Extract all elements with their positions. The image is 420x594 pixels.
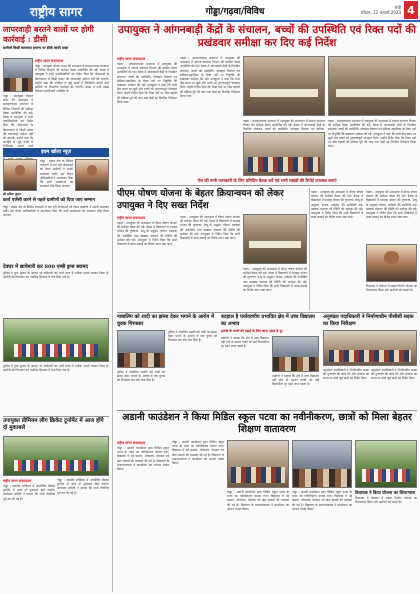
lead-text-3: गढ़वा : समाहरणालय सभागार में उपायुक्त की अध्यक्षता में समाज कल्याण विभाग की समीक्षा बैठक आयोजित की गई। बैठक में आंगनबाड़ी केंद्रों के नियमित संचालन, बच्चों की उपस्थिति, पोषाहार वितरण एवं सेविका- — [243, 119, 325, 132]
lead-pull-quote: पेज की सभी जानकारी के लिए प्रतिदिन बैठक करें एवं सभी प्रखंडों की रिपोर्ट उपलब्ध कराएं — [197, 178, 337, 183]
lead-story-headline-block — [117, 24, 417, 50]
left-bottom-byline: राष्ट्रीय सागर संवाददाता — [3, 479, 32, 483]
side-small-story — [355, 490, 417, 584]
masthead-date — [361, 5, 401, 15]
left-mid-photo — [3, 318, 109, 362]
divider-1 — [117, 185, 417, 186]
second-photo — [243, 214, 307, 264]
masthead-city: रांची — [394, 5, 401, 10]
left-box-photo-name: श्री सविता कुमार — [3, 192, 22, 196]
section-title: गोड्डा/गढ़वा/विविध — [120, 0, 350, 22]
left-box-label: इवम खोला न्यूज़ — [3, 148, 109, 157]
left-mid-story — [3, 264, 109, 311]
left-mid-text: पुलिस ने गुप्त सूचना के आधार पर छापेमारी कर भारी मात्रा में नशीला पदार्थ बरामद किया है। आरोपी को गिरफ्तार कर न्यायिक हिरासत में भेज दिया गया है। — [3, 271, 109, 280]
left-bottom-photo — [3, 436, 109, 476]
left-mid-text-continued: पुलिस ने गुप्त सूचना के आधार पर छापेमारी कर भारी मात्रा में नशीला पदार्थ बरामद किया है। आरोपी को गिरफ्तार कर न्यायिक हिरासत में भेज दिया गया है। — [3, 364, 109, 373]
left-box-photo — [3, 159, 37, 191]
page-number: 4 — [404, 1, 418, 19]
bottom-photo-1 — [227, 440, 289, 488]
left-top-story — [3, 25, 109, 50]
bottom-story-headline-block — [117, 412, 417, 436]
second-headline: पीएम पोषण योजना के बेहतर क्रियान्वयन को लेकर उपायुक्त ने दिए सख्त निर्देश — [117, 189, 284, 211]
second-byline: राष्ट्रीय सागर संवाददाता — [117, 216, 146, 220]
side-small-headline: विधायक ने किया योजना का शिलान्यास — [355, 490, 415, 495]
divider-4 — [117, 410, 417, 411]
left-top-body — [35, 58, 109, 136]
left-bottom-text-2: गोड्डा : स्थानीय स्टेडियम में आयोजित क्रिकेट टूर्नामेंट में आज दो मुकाबले खेले जाएंगे। आयोजन समिति ने बताया कि सभी तैयारियां पूरी कर ली गई हैं। — [57, 478, 109, 495]
bottom-byline: राष्ट्रीय सागर संवाददाता — [117, 441, 146, 445]
second-text-2: गढ़वा : उपायुक्त की अध्यक्षता में पीएम पोषण योजना की समीक्षा बैठक की गई। बैठक में विद्यालयों में मध्याह्न भोजन की गुणवत्ता, मेन्यू के अनुसार भोजन, रसोइया की उपस्थिति तथा खाद्यान्न भंडारण की स्थिति की समीक्षा की गई। उपायुक्त ने निर्देश दिया कि सभी विद्यालयों में साफ-सफाई का विशेष ध्यान रखा जाए। — [180, 215, 240, 241]
bottom-text-2: गोड्डा : अडानी फाउंडेशन द्वारा मिडिल स्कूल पटवा के भवन का नवीनीकरण कराया गया। विद्यालय में नई कक्षाएं, शौचालय, पेयजल एवं खेल सामग्री की व्यवस्था की गई है। विद्यालय के प्रधानाध्यापक ने फाउंडेशन का आभार व्यक्त किया। — [172, 440, 224, 466]
lead-photo-1 — [243, 56, 325, 116]
side-small-text: विधायक ने पंचायत में सड़क निर्माण योजना का शिलान्यास किया और ग्रामीणों को बधाई दी। — [355, 496, 417, 505]
column-rule-right — [309, 188, 310, 310]
mid-center-story — [221, 314, 319, 333]
mid-right-story — [323, 314, 417, 327]
bottom-text-4: गोड्डा : अडानी फाउंडेशन द्वारा मिडिल स्कूल पटवा के भवन का नवीनीकरण कराया गया। विद्यालय में नई कक्षाएं, शौचालय, पेयजल एवं खेल सामग्री की व्यवस्था की गई है। विद्यालय के प्रधानाध्यापक ने फाउंडेशन का आभार व्यक्त किया। — [292, 490, 352, 511]
mid-left-text: पुलिस ने नाबालिग लड़की को शादी का झांसा देकर भगाने के आरोप में एक युवक को गिरफ्तार कर जेल भेज दिया है। — [168, 330, 217, 343]
left-top-photo — [3, 58, 33, 92]
second-col-1 — [117, 215, 177, 310]
masthead-date-block — [350, 0, 420, 22]
mid-center-headline: बदहाल है पर्यावरणीय प्रभावित क्षेत्र में उच्च विद्यालय का अभाव — [221, 314, 315, 327]
mid-left-story — [117, 314, 217, 327]
column-rule-left — [112, 24, 113, 592]
right-col-text-1: गढ़वा : उपायुक्त की अध्यक्षता में पीएम पोषण योजना की समीक्षा बैठक की गई। बैठक में विद्यालयों में मध्याह्न भोजन की गुणवत्ता, मेन्यू के अनुसार भोजन, रसोइया की उपस्थिति तथा खाद्यान्न भंडारण की स्थिति की समीक्षा की गई। उपायुक्त ने निर्देश दिया कि सभी विद्यालयों में साफ-सफाई का विशेष ध्यान रखा जाए। — [311, 190, 363, 220]
left-bottom-story — [3, 418, 109, 432]
left-bottom-col-1 — [3, 478, 55, 590]
left-top-byline: राष्ट्रीय सागर संवाददाता — [35, 59, 64, 63]
left-box-text: गोड्डा : प्रखंड क्षेत्र के विभिन्न पंचायतों में चल रही योजनाओं को लेकर ग्रामीणों ने अपनी समस्याएं रखीं। इस दौरान अधिकारियों ने आश्वासन दिया कि सभी समस्याओं का समाधान शीघ्र किया जाएगा। — [3, 204, 109, 217]
bottom-text-3: गोड्डा : अडानी फाउंडेशन द्वारा मिडिल स्कूल पटवा के भवन का नवीनीकरण कराया गया। विद्यालय में नई कक्षाएं, शौचालय, पेयजल एवं खेल सामग्री की व्यवस्था की गई है। विद्यालय के प्रधानाध्यापक ने फाउंडेशन का आभार व्यक्त किया। — [227, 490, 289, 511]
mid-center-text-1: ग्रामीणों ने बताया कि क्षेत्र में उच्च विद्यालय नहीं होने के कारण बच्चों को कई किलोमीटर दूर पढ़ने जाना पड़ता है। — [221, 336, 269, 349]
brand-title: राष्ट्रीय सागर — [0, 0, 120, 22]
right-col-text-2: गढ़वा : उपायुक्त की अध्यक्षता में पीएम पोषण योजना की समीक्षा बैठक की गई। बैठक में विद्यालयों में मध्याह्न भोजन की गुणवत्ता, मेन्यू के अनुसार भोजन, रसोइया की उपस्थिति तथा खाद्यान्न भंडारण की स्थिति की समीक्षा की गई। उपायुक्त ने निर्देश दिया कि सभी विद्यालयों में साफ-सफाई का विशेष ध्यान रखा जाए। — [366, 190, 417, 220]
second-text-1: गढ़वा : उपायुक्त की अध्यक्षता में पीएम पोषण योजना की समीक्षा बैठक की गई। बैठक में विद्यालयों में मध्याह्न भोजन की गुणवत्ता, मेन्यू के अनुसार भोजन, रसोइया की उपस्थिति तथा खाद्यान्न भंडारण की स्थिति की समीक्षा की गई। उपायुक्त ने निर्देश दिया कि सभी विद्यालयों में साफ-सफाई का विशेष ध्यान रखा जाए। — [117, 221, 177, 247]
lead-col-1 — [117, 56, 177, 174]
mid-right-text-2: अनुमंडल पदाधिकारी ने निर्माणाधीन सड़क की गुणवत्ता की जांच की और संवेदक को समय पर कार्य पूरा करने का निर्देश दिया। — [371, 368, 417, 381]
mid-center-photo — [272, 336, 319, 372]
masthead-date-line: रविवार, 22 जनवरी 2023 — [360, 10, 401, 15]
mid-center-subhead: इलाके के बच्चों को पढ़ाई के लिए जाना पड़ता है दूर — [221, 329, 283, 333]
left-mid-headline: देवघर में छापेमारी कर 800 एम्बी ड्रग्स बरामद — [3, 264, 89, 270]
bottom-text-1: गोड्डा : अडानी फाउंडेशन द्वारा मिडिल स्कूल पटवा के भवन का नवीनीकरण कराया गया। विद्यालय में नई कक्षाएं, शौचालय, पेयजल एवं खेल सामग्री की व्यवस्था की गई है। विद्यालय के प्रधानाध्यापक ने फाउंडेशन का आभार व्यक्त किया। — [117, 446, 169, 472]
lead-text-2: गढ़वा : समाहरणालय सभागार में उपायुक्त की अध्यक्षता में समाज कल्याण विभाग की समीक्षा बैठक आयोजित की गई। बैठक में आंगनबाड़ी केंद्रों के नियमित संचालन, बच्चों की उपस्थिति, पोषाहार वितरण एवं सेविका-सहायिका के रिक्त पदों पर नियुक्ति की प्रखंडवार समीक्षा की गई। उपायुक्त ने कहा कि सभी केंद्र समय पर खुलें और बच्चों को गुणवत्तापूर्ण पोषाहार मिले। उन्होंने निर्देश दिया कि रिक्त पदों पर शीघ्र बहाली की प्रक्रिया पूरी की जाए तथा केंद्रों का नियमित निरीक्षण किया जाए। — [180, 56, 240, 98]
bottom-photo-2 — [292, 440, 352, 488]
second-text-3: गढ़वा : उपायुक्त की अध्यक्षता में पीएम पोषण योजना की समीक्षा बैठक की गई। बैठक में विद्यालयों में मध्याह्न भोजन की गुणवत्ता, मेन्यू के अनुसार भोजन, रसोइया की उपस्थिति तथा खाद्यान्न भंडारण की स्थिति की समीक्षा की गई। उपायुक्त ने निर्देश दिया कि सभी विद्यालयों में साफ-सफाई का विशेष ध्यान रखा जाए। — [243, 267, 307, 293]
lead-headline: उपायुक्त ने आंगनबाड़ी केंद्रों के संचालन, बच्चों की उपस्थिति एवं रिक्त पदों की प्रखंडवार समीक्षा कर दिए कई निर्देश — [117, 24, 417, 49]
left-box-story — [3, 198, 109, 253]
lead-byline: राष्ट्रीय सागर संवाददाता — [117, 57, 146, 61]
left-box-side-text: गोड्डा : प्रखंड क्षेत्र के विभिन्न पंचायतों में चल रही योजनाओं को लेकर ग्रामीणों ने अपनी समस्याएं रखीं। इस दौरान अधिकारियों ने आश्वासन दिया कि सभी समस्याओं का समाधान शीघ्र किया जाएगा। — [40, 159, 73, 189]
divider-3 — [3, 416, 109, 417]
mid-center-text-2: ग्रामीणों ने बताया कि क्षेत्र में उच्च विद्यालय नहीं होने के कारण बच्चों को कई किलोमीटर दूर पढ़ने जाना पड़ता है। — [272, 374, 319, 387]
left-top-headline: लापरवाही बरतने वालों पर होगी कार्रवाई : डीसी — [3, 24, 94, 44]
divider-2 — [117, 312, 417, 313]
bottom-col-1 — [117, 440, 169, 590]
bottom-photo-3 — [355, 440, 417, 488]
left-bottom-text-1: गोड्डा : स्थानीय स्टेडियम में आयोजित क्रिकेट टूर्नामेंट में आज दो मुकाबले खेले जाएंगे। आयोजन समिति ने बताया कि सभी तैयारियां पूरी कर ली गई हैं। — [3, 484, 55, 501]
second-story-headline-block — [117, 188, 307, 212]
bottom-headline: अडानी फाउंडेशन ने किया मिडिल स्कूल पटवा का नवीनीकरण, छात्रों को मिला बेहतर शिक्षण वातावरण — [122, 412, 412, 435]
lead-text-1: गढ़वा : समाहरणालय सभागार में उपायुक्त की अध्यक्षता में समाज कल्याण विभाग की समीक्षा बैठक आयोजित की गई। बैठक में आंगनबाड़ी केंद्रों के नियमित संचालन, बच्चों की उपस्थिति, पोषाहार वितरण एवं सेविका-सहायिका के रिक्त पदों पर नियुक्ति की प्रखंडवार समीक्षा की गई। उपायुक्त ने कहा कि सभी केंद्र समय पर खुलें और बच्चों को गुणवत्तापूर्ण पोषाहार मिले। उन्होंने निर्देश दिया कि रिक्त पदों पर शीघ्र बहाली की प्रक्रिया पूरी की जाए तथा केंद्रों का नियमित निरीक्षण किया जाए। — [117, 62, 177, 104]
lead-text-4: गढ़वा : समाहरणालय सभागार में उपायुक्त की अध्यक्षता में समाज कल्याण विभाग की समीक्षा बैठक आयोजित की गई। बैठक में आंगनबाड़ी केंद्रों के नियमित संचालन, बच्चों की उपस्थिति, पोषाहार वितरण एवं सेविका-सहायिका के रिक्त पदों पर नियुक्ति की प्रखंडवार समीक्षा की गई। उपायुक्त ने कहा कि सभी केंद्र समय पर खुलें और बच्चों को गुणवत्तापूर्ण पोषाहार मिले। उन्होंने निर्देश दिया कि रिक्त पदों पर शीघ्र बहाली की प्रक्रिया पूरी की जाए तथा केंद्रों का नियमित निरीक्षण किया जाए। — [328, 119, 416, 149]
lead-photo-3 — [243, 132, 325, 176]
mid-left-photo — [117, 330, 165, 368]
mid-right-text-1: अनुमंडल पदाधिकारी ने निर्माणाधीन सड़क की गुणवत्ता की जांच की और संवेदक को समय पर कार्य पूरा करने का निर्देश दिया। — [323, 368, 369, 381]
left-top-text-continued: गोड्डा : उपायुक्त जीशान कमर की अध्यक्षता में समाहरणालय सभागार में विभिन्न विभागों की समीक्षा बैठक आयोजित की गई। बैठक में उपायुक्त ने सभी पदाधिकारियों को निर्देश दिया कि योजनाओं के क्रियान्वयन में किसी प्रकार की लापरवाही बर्दाश्त नहीं की जाएगी। उन्होंने कहा कि जनहित से जुड़े कार्यों में शिथिलता बरतने वाले — [3, 94, 33, 149]
left-top-subhead: ग्रामीणों किसी कागजात समान्य पर डीसी काफी सख्त — [3, 46, 69, 50]
mid-right-headline: अनुमंडल पदाधिकारी ने निर्माणाधीन पीसीसी सड़क का किया निरीक्षण — [323, 314, 414, 327]
right-col-text-3: विधायक ने पंचायत में सड़क निर्माण योजना का शिलान्यास किया और ग्रामीणों को बधाई दी। — [366, 284, 417, 293]
left-top-text: गोड्डा : उपायुक्त जीशान कमर की अध्यक्षता में समाहरणालय सभागार में विभिन्न विभागों की समीक्षा बैठक आयोजित की गई। बैठक में उपायुक्त ने सभी पदाधिकारियों को निर्देश दिया कि योजनाओं के क्रियान्वयन में किसी प्रकार की लापरवाही बर्दाश्त नहीं की जाएगी। उन्होंने कहा कि जनहित से जुड़े कार्यों में शिथिलता बरतने वाले कर्मियों पर विभागीय कार्रवाई की जाएगी। बैठक में सभी प्रखंड विकास पदाधिकारी उपस्थित थे। — [35, 64, 109, 94]
mid-right-photo — [323, 330, 417, 366]
mid-left-text-2: पुलिस ने नाबालिग लड़की को शादी का झांसा देकर भगाने के आरोप में एक युवक को गिरफ्तार कर जेल भेज दिया है। — [117, 370, 165, 383]
lead-photo-2 — [328, 56, 416, 116]
masthead — [0, 0, 420, 22]
mid-left-headline: नाबालिग को शादी का झांसा देकर भगाने के आरोप में युवक गिरफ्तार — [117, 314, 215, 327]
left-box-headline: कार्य एजेंसी करने से पहले ग्रामीणों को दिया जाए सम्मान — [3, 198, 95, 203]
left-box-photo-2 — [75, 159, 109, 191]
left-bottom-headline: उपायुक्त प्रीमियम लीग क्रिकेट टूर्नामेंट में आज होंगे दो मुकाबले — [3, 418, 104, 431]
right-col-photo — [366, 244, 417, 282]
